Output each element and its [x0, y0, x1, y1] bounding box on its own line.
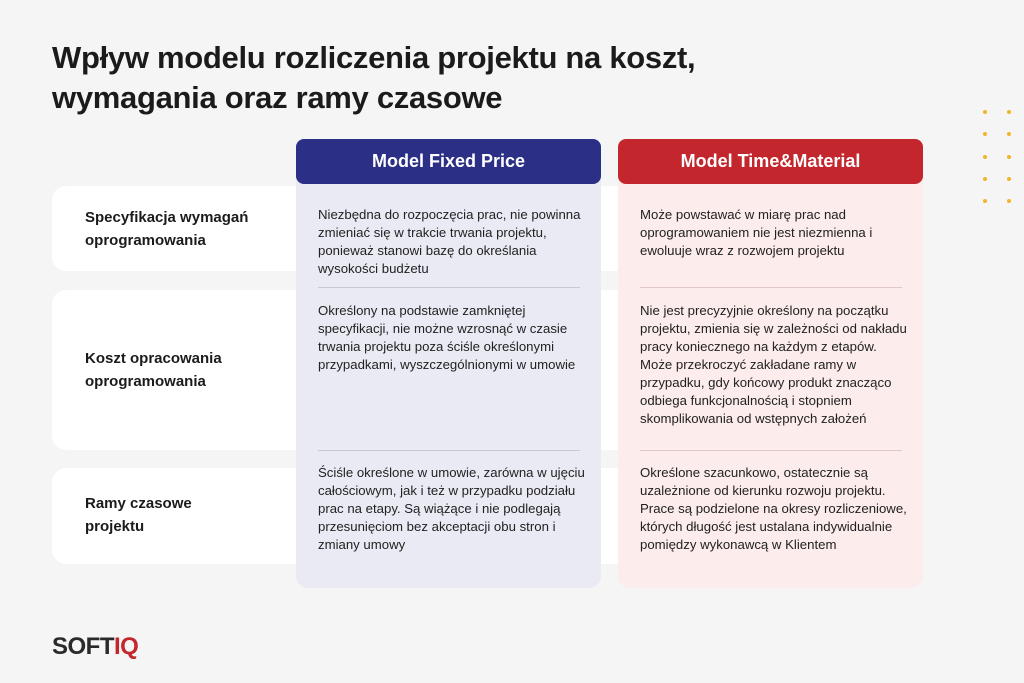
dot-icon	[1007, 155, 1011, 159]
dot-icon	[1007, 132, 1011, 136]
divider	[640, 450, 902, 451]
row-label-specification	[85, 206, 248, 252]
dot-icon	[1007, 110, 1011, 114]
title-line-2: wymagania oraz ramy czasowe	[52, 80, 503, 115]
dot-icon	[1007, 177, 1011, 181]
divider	[318, 287, 580, 288]
row-label-line: oprogramowania	[85, 232, 206, 249]
row-label-line: Ramy czasowe	[85, 495, 192, 512]
cell-time-material-cost: Nie jest precyzyjnie określony na początku projektu, zmienia się w zależności od nakładu pracy koniecznego na każdym z etapów. Może przekroczyć zakładane ramy w przypadku, gdy końcowy produkt znacząco odbiega funkcjonalnością i stopniem skomplikowania od wstępnych założeń	[640, 303, 907, 426]
row-label-line: oprogramowania	[85, 373, 206, 390]
dot-icon	[983, 155, 987, 159]
softiq-logo	[52, 632, 138, 662]
divider	[640, 287, 902, 288]
dot-icon	[983, 132, 987, 136]
column-header-time-material: Model Time&Material	[618, 139, 923, 184]
logo-part-soft: SOFT	[52, 633, 114, 660]
cell-fixed-price-specification: Niezbędna do rozpoczęcia prac, nie powinna zmieniać się w trakcie trwania projektu, ponieważ stanowi bazę do określania wysokości budżetu	[318, 207, 581, 276]
cell-fixed-price-timeframe: Ściśle określone w umowie, zarówna w ujęciu całościowym, jak i też w przypadku podziału prac na etapy. Są wiążące i nie podlegają przesunięciom bez akceptacji obu stron i zmiany umowy	[318, 465, 585, 552]
row-label-cost	[85, 347, 222, 393]
cell-time-material-timeframe: Określone szacunkowo, ostatecznie są uzależnione od kierunku rozwoju projektu. Prace są podzielone na okresy rozliczeniowe, których długość jest ustalana indywidualnie pomiędzy wykonawcą w Klientem	[640, 465, 907, 552]
title-line-1: Wpływ modelu rozliczenia projektu na koszt,	[52, 40, 696, 75]
cell-time-material-specification: Może powstawać w miarę prac nad oprogramowaniem nie jest niezmienna i ewoluuje wraz z rozwojem projektu	[640, 207, 873, 258]
logo-part-iq: IQ	[114, 633, 139, 660]
divider	[318, 450, 580, 451]
dot-icon	[1007, 199, 1011, 203]
row-label-line: projektu	[85, 518, 145, 535]
dot-icon	[983, 110, 987, 114]
dot-icon	[983, 177, 987, 181]
cell-fixed-price-cost: Określony na podstawie zamkniętej specyfikacji, nie możne wzrosnąć w czasie trwania projektu poza ściśle określonymi przypadkami, wyszczególnionymi w umowie	[318, 303, 576, 372]
row-label-line: Specyfikacja wymagań	[85, 209, 249, 226]
column-header-fixed-price: Model Fixed Price	[296, 139, 601, 184]
page-title	[52, 38, 852, 118]
row-label-line: Koszt opracowania	[85, 350, 222, 367]
row-label-timeframe	[85, 492, 192, 538]
dot-icon	[983, 199, 987, 203]
